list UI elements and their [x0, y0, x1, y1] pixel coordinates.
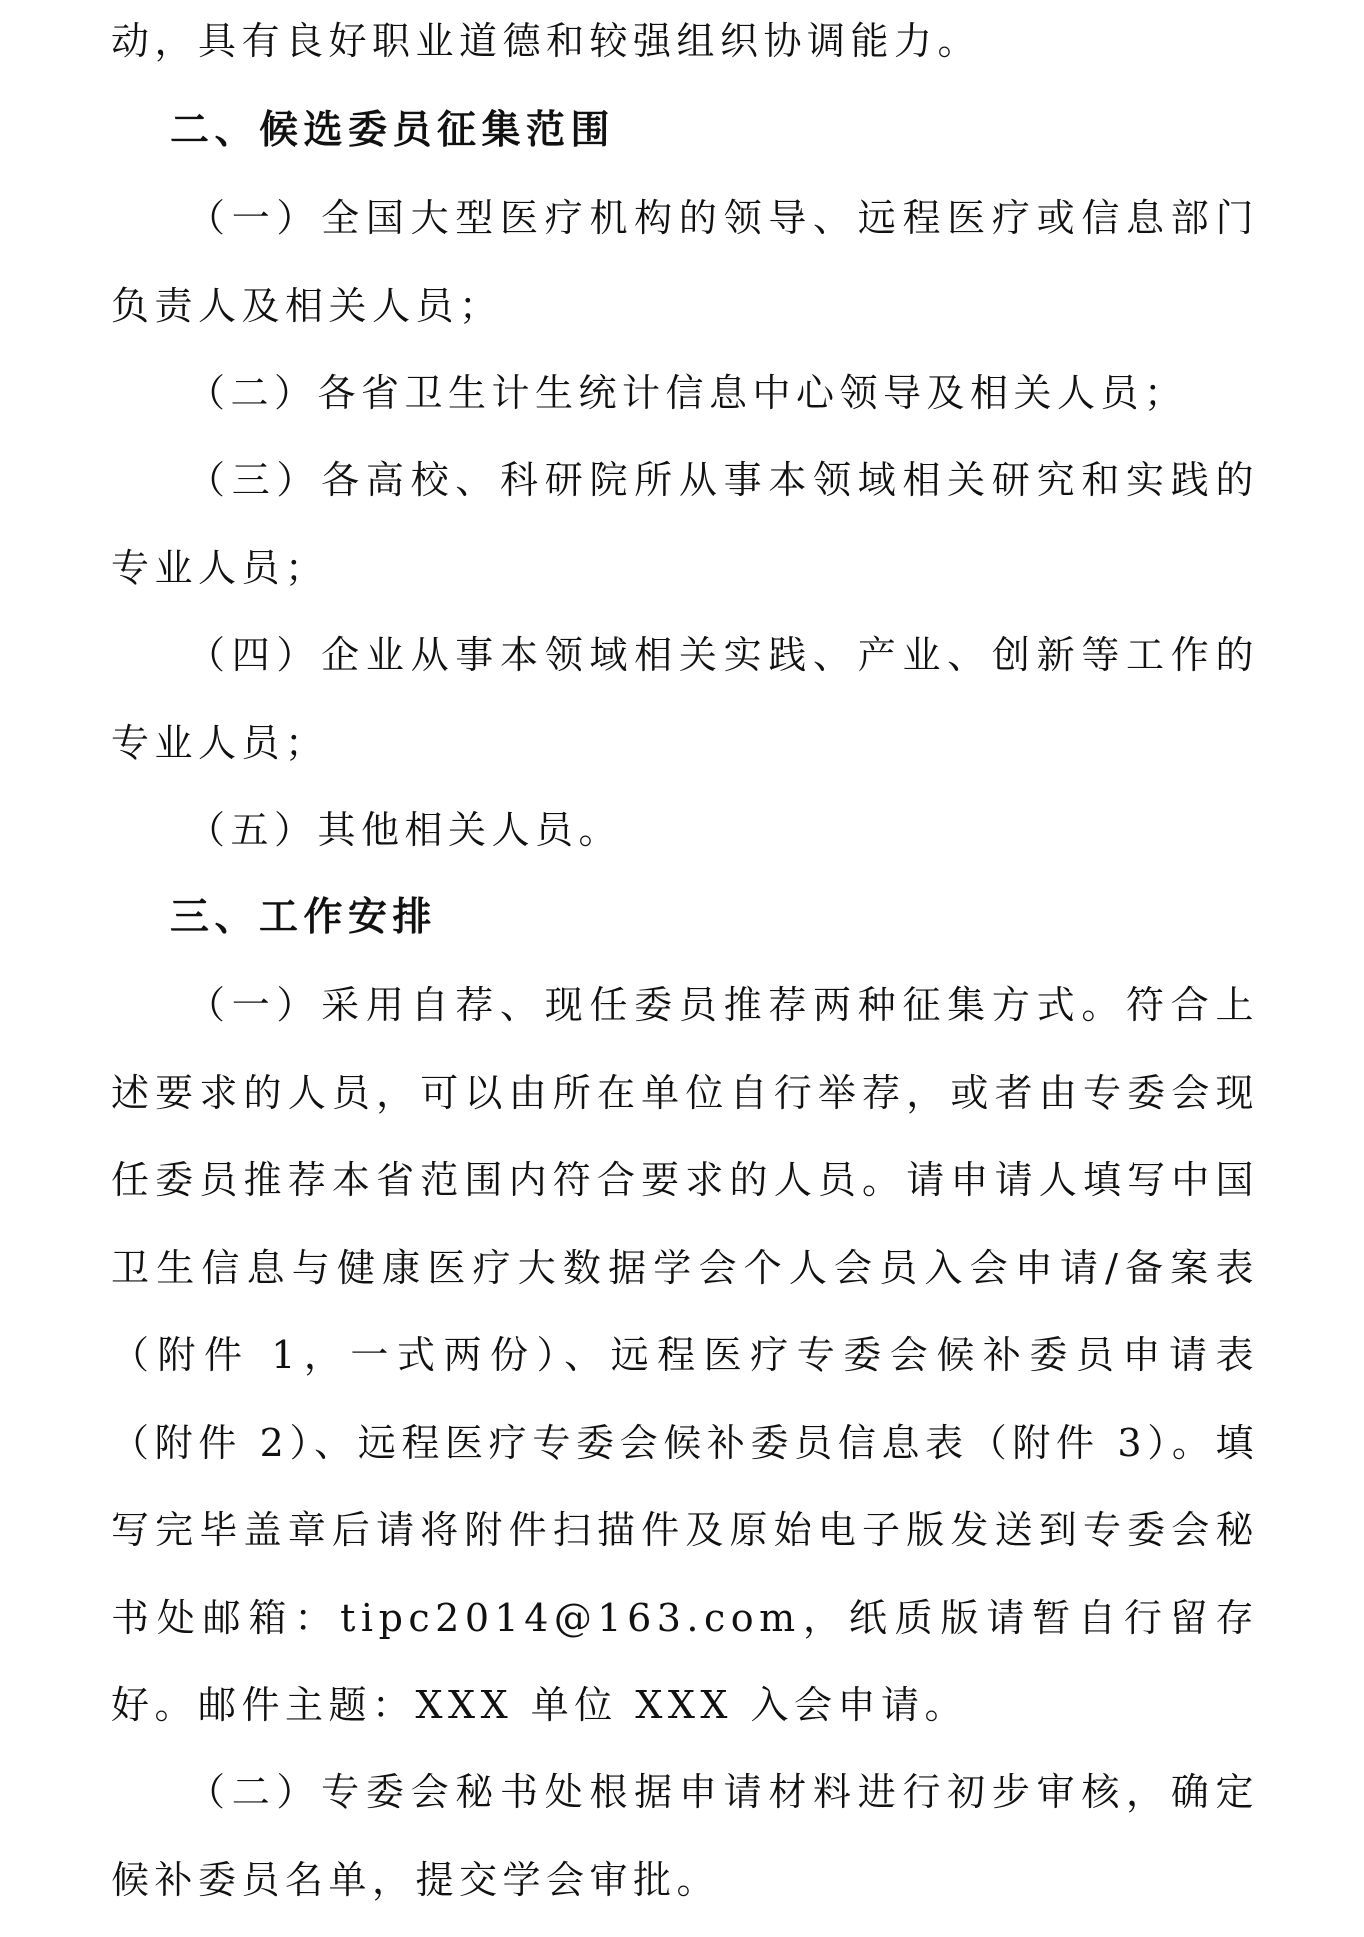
section-heading-3: 三、工作安排 — [170, 895, 438, 940]
paragraph-continued: 动，具有良好职业道德和较强组织协调能力。 — [111, 19, 982, 63]
paragraph-3-1: （一）采用自荐、现任委员推荐两种征集方式。符合上述要求的人员，可以由所在单位自行举荐，或者由专委会现任委员推荐本省范围内符合要求的人员。请申请人填写中国卫生信息与健康医疗大数据学会个人会员入会申请/备案表（附件 1，一式两份）、远程医疗专委会候补委员申请表（附件 2）、远程医疗专委会候补委员信息表（附件 3）。填写完毕盖章后请将附件扫描件及原始电子版发送到专委会秘书处邮箱：tipc2014@163.com，纸质版请暂自行留存好。邮件主题：XXX 单位 XXX 入会申请。 — [111, 983, 1259, 1727]
paragraph-2-2: （二）各省卫生计生统计信息中心领导及相关人员； — [187, 371, 1188, 415]
paragraph-2-3: （三）各高校、科研院所从事本领域相关研究和实践的专业人员； — [111, 458, 1259, 590]
paragraph-2-1: （一）全国大型医疗机构的领导、远程医疗或信息部门负责人及相关人员； — [111, 196, 1259, 328]
paragraph-2-5: （五）其他相关人员。 — [187, 808, 623, 852]
paragraph-2-4: （四）企业从事本领域相关实践、产业、创新等工作的专业人员； — [111, 633, 1259, 765]
section-heading-2: 二、候选委员征集范围 — [170, 108, 616, 153]
paragraph-3-2: （二）专委会秘书处根据申请材料进行初步审核，确定候补委员名单，提交学会审批。 — [111, 1770, 1259, 1902]
